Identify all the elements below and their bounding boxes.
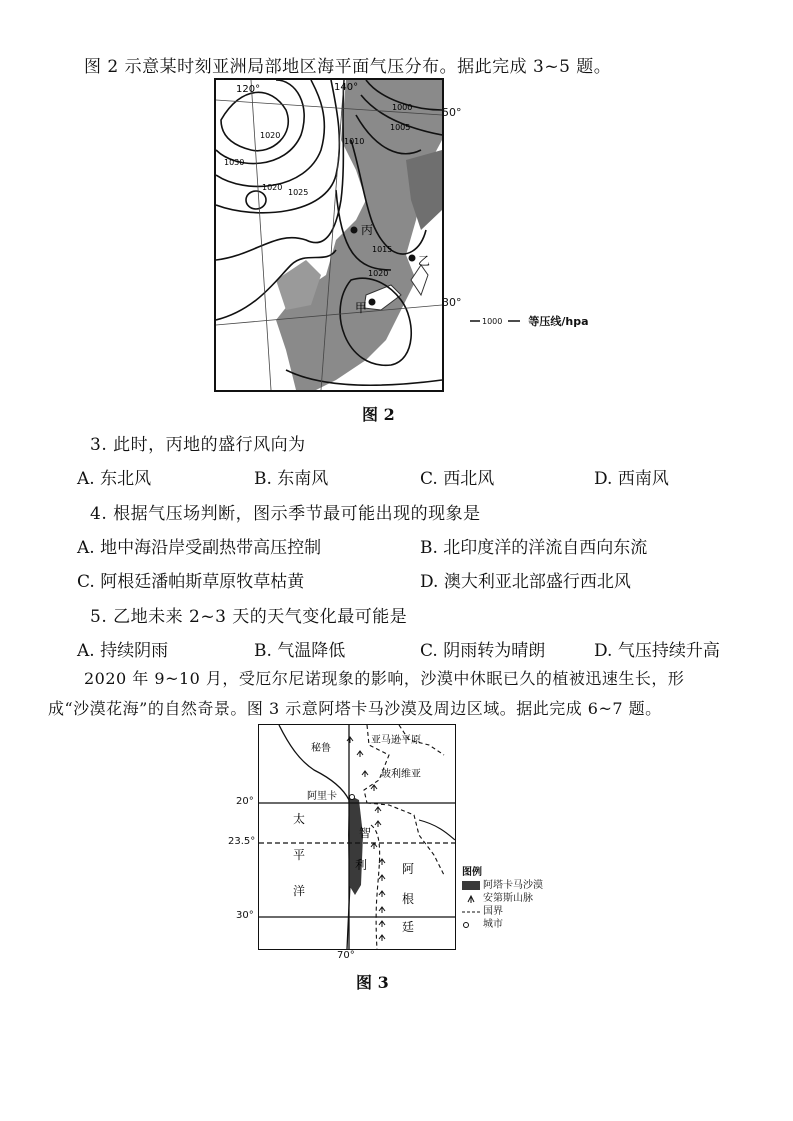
q4-option-b: B. 北印度洋的洋流自西向东流	[420, 538, 648, 558]
q5-option-b: B. 气温降低	[254, 641, 346, 661]
legend-title: 图例	[462, 867, 482, 878]
q5-option-a: A. 持续阴雨	[77, 641, 169, 661]
lat-50-label: 50°	[442, 106, 462, 119]
figure-2-map	[214, 78, 444, 392]
place-amazon-plain: 亚马逊平原	[371, 735, 421, 746]
q3-option-a: A. 东北风	[77, 469, 152, 489]
legend-border-label: 国界	[483, 906, 503, 917]
q5-option-d: D. 气压持续升高	[594, 641, 720, 661]
border-line-icon	[462, 907, 480, 916]
atacama-map-graphic	[259, 725, 455, 949]
q3-option-d: D. 西南风	[594, 469, 669, 489]
q4-option-c: C. 阿根廷潘帕斯草原牧草枯黄	[77, 572, 305, 592]
place-argentina-3: 廷	[402, 920, 415, 934]
isobar-label: 1010	[344, 137, 365, 146]
q4-option-a: A. 地中海沿岸受副热带高压控制	[77, 538, 322, 558]
isobar-label: 1020	[368, 269, 389, 278]
figure-3-caption: 图 3	[356, 973, 389, 992]
place-arica: 阿里卡	[307, 791, 337, 802]
isobar-label: 1020	[262, 183, 283, 192]
q3-option-b: B. 东南风	[254, 469, 329, 489]
legend-item-border	[462, 905, 543, 918]
isobar-map-graphic	[216, 80, 442, 390]
place-chile-2: 利	[355, 858, 368, 872]
question-4-stem: 4. 根据气压场判断，图示季节最可能出现的现象是	[90, 504, 481, 524]
ocean-yang: 洋	[293, 884, 306, 898]
question-3-stem: 3. 此时，丙地的盛行风向为	[90, 435, 306, 455]
isobar-label: 1000	[392, 103, 413, 112]
lon-140-label: 140°	[334, 82, 359, 93]
legend-city-label: 城市	[483, 919, 503, 930]
place-jia: 甲	[355, 301, 368, 315]
lat-23-5-label: 23.5°	[228, 836, 256, 847]
lon-70-label: 70°	[337, 950, 355, 961]
place-peru: 秘鲁	[311, 743, 331, 754]
lon-120-label: 120°	[236, 84, 261, 95]
q4-option-d: D. 澳大利亚北部盛行西北风	[420, 572, 631, 592]
intro-text-1: 图 2 示意某时刻亚洲局部地区海平面气压分布。据此完成 3~5 题。	[84, 57, 612, 77]
legend-item-andes	[462, 892, 543, 905]
isobar-label: 1030	[224, 158, 245, 167]
legend-andes-label: 安第斯山脉	[483, 893, 533, 904]
intro-text-2-line-1: 2020 年 9~10 月，受厄尔尼诺现象的影响，沙漠中休眠已久的植被迅速生长，形	[84, 669, 685, 688]
intro-text-2-line-2: 成“沙漠花海”的自然奇景。图 3 示意阿塔卡马沙漠及周边区域。据此完成 6~7 题。	[48, 699, 662, 718]
question-5-stem: 5. 乙地未来 2~3 天的天气变化最可能是	[90, 607, 408, 627]
place-chile-1: 智	[359, 826, 372, 840]
place-yi: 乙	[418, 254, 431, 268]
figure-2-legend	[470, 313, 589, 329]
desert-swatch-icon	[462, 881, 480, 890]
legend-item-city	[462, 918, 543, 931]
ocean-ping: 平	[293, 848, 306, 862]
lat-30-label: 30°	[442, 296, 462, 309]
place-bing: 丙	[361, 223, 374, 237]
place-argentina-2: 根	[402, 892, 415, 906]
q3-option-c: C. 西北风	[420, 469, 495, 489]
ocean-tai: 太	[293, 812, 306, 826]
legend-item-desert	[462, 879, 543, 892]
figure-2-caption: 图 2	[362, 405, 395, 424]
q5-option-c: C. 阴雨转为晴朗	[420, 641, 546, 661]
lat-30-label-fig3: 30°	[236, 910, 254, 921]
lat-20-label: 20°	[236, 796, 254, 807]
legend-isobar-value: 1000	[482, 316, 503, 326]
isobar-label: 1015	[372, 245, 393, 254]
mountain-icon	[462, 894, 480, 903]
figure-3-legend	[462, 866, 543, 931]
city-dot-icon	[462, 920, 480, 929]
legend-isobar-text: 等压线/hpa	[528, 315, 589, 328]
isobar-label: 1005	[390, 123, 411, 132]
place-argentina-1: 阿	[402, 862, 415, 876]
place-bolivia: 玻利维亚	[381, 769, 421, 780]
legend-desert-label: 阿塔卡马沙漠	[483, 880, 543, 891]
figure-3-map	[258, 724, 456, 950]
isobar-label: 1025	[288, 188, 309, 197]
isobar-label: 1020	[260, 131, 281, 140]
